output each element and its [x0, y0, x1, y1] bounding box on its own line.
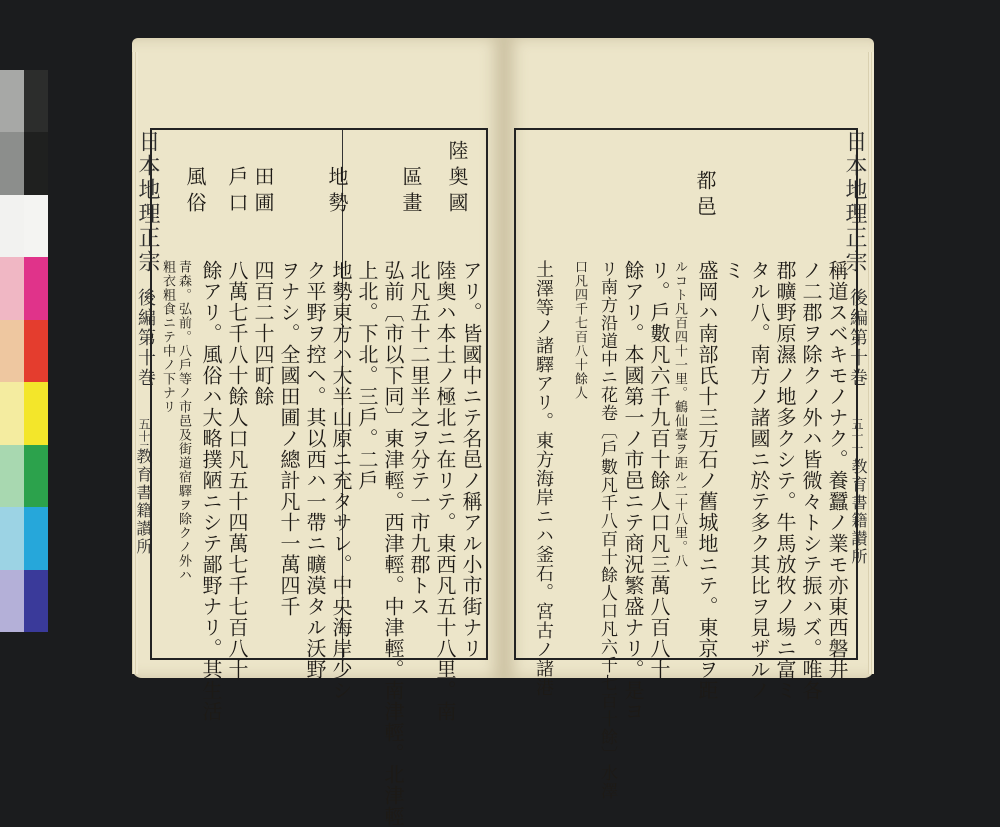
text-column: 稱道スベキモノナク。養蠶ノ業モ亦東西磐井 [825, 260, 849, 680]
heading-terrain: 地勢 [325, 166, 349, 218]
text-column: 八萬七千八十餘人口凡五十四萬七千七百八十 [225, 260, 249, 680]
text-column: ミ [721, 260, 745, 281]
color-patch [0, 507, 24, 569]
color-patch [24, 257, 48, 319]
right-text-frame [514, 128, 858, 800]
heading-towns: 都邑 [693, 170, 717, 222]
left-page-number: 五十二 [137, 418, 151, 454]
text-column-note: 粗衣粗食ニテ中ノ下ナリ [160, 260, 175, 414]
color-patch [24, 445, 48, 507]
right-page-number: 五十一 [850, 418, 864, 454]
text-column: 餘アリ。本國第一ノ市邑ニテ商況繁盛ナリ。是ヨ [621, 260, 645, 722]
heading-customs: 風俗 [183, 166, 207, 218]
heading-province: 陸奥國 [445, 140, 469, 218]
left-page [132, 38, 504, 827]
color-patch [24, 570, 48, 632]
left-margin-title: 日本地理正宗 [135, 130, 160, 274]
text-column: ノ二郡ヲ除クノ外ハ皆微々トシテ振ハズ。唯各 [799, 260, 823, 701]
text-column: タル八。南方ノ諸國ニ於テ多ク其比ヲ見ザルノ [747, 260, 771, 701]
heading-households: 戶口 [225, 166, 249, 218]
left-margin-subtitle: 後編第十巻 [135, 288, 156, 388]
text-column: ク平野ヲ控ヘ。其以西ハ一帶ニ曠漠タル沃野 [303, 260, 327, 680]
heading-fields: 田圃 [251, 166, 275, 218]
open-book [122, 30, 882, 827]
color-patch [0, 445, 24, 507]
text-column: 上北。下北。三戶。二戶 [355, 260, 379, 491]
color-patch-row [0, 382, 48, 444]
color-patch [0, 382, 24, 444]
heading-division: 區畫 [399, 166, 423, 218]
text-column: 郡曠野原濕ノ地多クシテ。牛馬放牧ノ場ニ富ミ [773, 260, 797, 701]
color-patch [0, 570, 24, 632]
color-patch [24, 70, 48, 132]
text-column: 四百二十四町餘 [251, 260, 275, 407]
right-margin-publisher: 教育書籍讃所 [849, 458, 868, 566]
right-margin-title: 日本地理正宗 [842, 130, 867, 274]
text-column: 北凡五十二里半之ヲ分テ一市九郡トス [407, 260, 431, 617]
color-patch [0, 195, 24, 257]
color-patch [0, 70, 24, 132]
right-margin-subtitle: 後編第十巻 [847, 288, 868, 388]
text-column: ヲナシ。全國田圃ノ總計凡十一萬四千 [277, 260, 301, 617]
text-column: 土澤等ノ諸驛アリ。東方海岸ニハ釜石。宮古ノ諸港 [533, 260, 554, 697]
left-text-frame [150, 128, 488, 827]
right-page [504, 38, 874, 800]
color-patch-row [0, 70, 48, 132]
color-patch [24, 382, 48, 444]
text-column-note: 口凡四千七百八十餘人 [572, 260, 587, 400]
color-patch-row [0, 195, 48, 257]
color-patch-row [0, 507, 48, 569]
color-patch [24, 132, 48, 194]
color-patch-row [0, 320, 48, 382]
text-column: 地勢東方ハ大半山原ニ充タサレ。中央海岸少シ [329, 260, 353, 701]
text-column: アリ。皆國中ニテ名邑ノ稱アル小市街ナリ [459, 260, 483, 659]
text-column: リ。戶數凡六千九百十餘人口凡三萬八百八十 [647, 260, 671, 680]
text-column: 盛岡ハ南部氏十三万石ノ舊城地ニテ。東京ヲ距 [695, 260, 719, 701]
color-patch-row [0, 132, 48, 194]
text-column-note: ルコト凡百四十一里。鶴仙臺ヲ距ル二十八里。八 [672, 260, 687, 568]
color-calibration-bar [0, 70, 48, 632]
color-patch [24, 195, 48, 257]
color-patch-row [0, 570, 48, 632]
color-patch-row [0, 445, 48, 507]
text-column: 弘前〔市以下同〕東津輕。西津輕。中津輕。南津輕。北津輕 [381, 260, 405, 827]
color-patch-row [0, 257, 48, 319]
text-column: 餘アリ。風俗ハ大略撲陋ニシテ鄙野ナリ。其生活 [199, 260, 223, 722]
text-column: 陸奥ハ本土ノ極北ニ在リテ。東西凡五十八里。南 [433, 260, 457, 722]
text-column: リ南方沿道中ニ花卷〔戶數凡千八百十餘人口凡六千七百十餘〕水澤 [597, 260, 617, 800]
color-patch [0, 132, 24, 194]
color-patch [24, 507, 48, 569]
color-patch [0, 257, 24, 319]
color-patch [0, 320, 24, 382]
text-column-note: 青森。弘前。八戶等ノ市邑及街道宿驛ヲ除クノ外ハ [176, 260, 191, 582]
color-patch [24, 320, 48, 382]
left-margin-publisher: 教育書籍讃所 [134, 448, 153, 556]
